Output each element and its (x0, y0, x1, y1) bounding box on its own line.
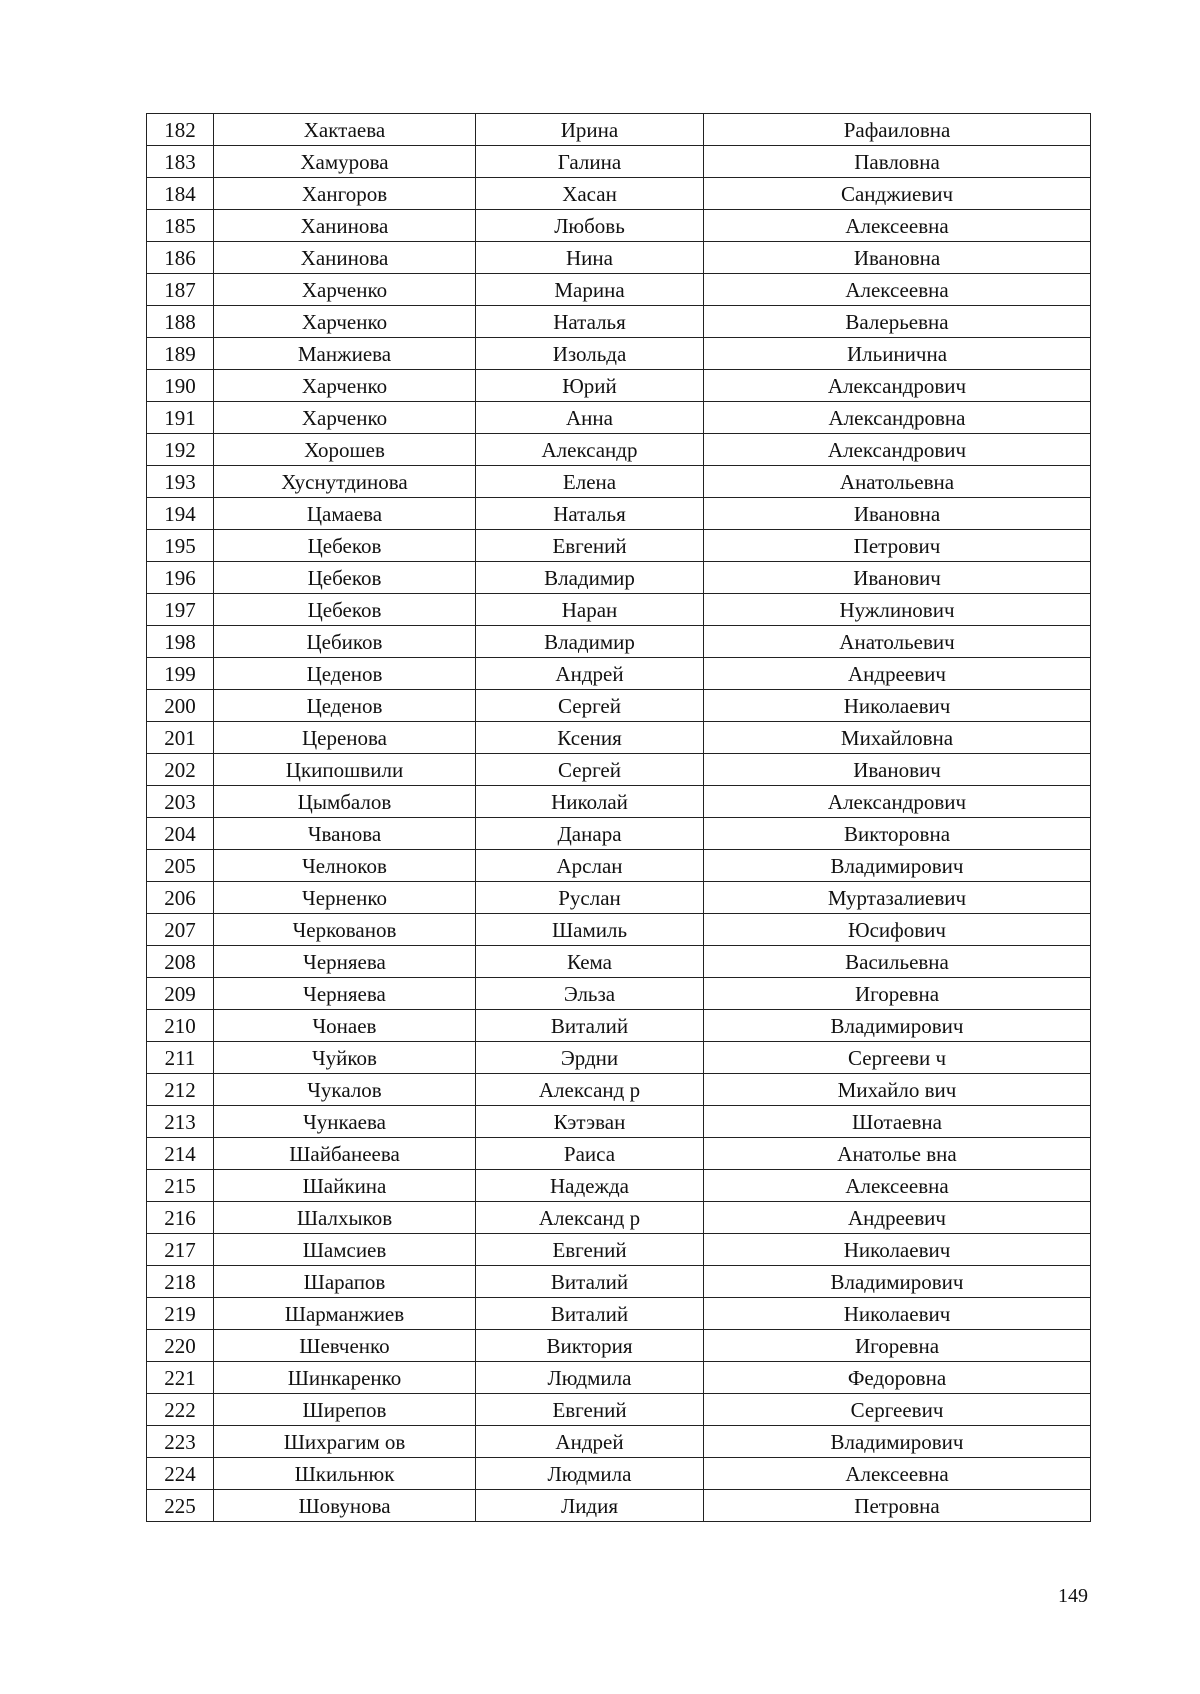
row-number-cell: 216 (147, 1202, 214, 1234)
row-number-cell: 183 (147, 146, 214, 178)
surname-cell: Шинкаренко (214, 1362, 476, 1394)
table-row (147, 1138, 1091, 1170)
first-name-cell: Ксения (476, 722, 704, 754)
table-row (147, 530, 1091, 562)
row-number-cell: 223 (147, 1426, 214, 1458)
patronymic-cell: Ивановна (704, 242, 1091, 274)
table-row (147, 1106, 1091, 1138)
first-name-cell: Наталья (476, 306, 704, 338)
row-number-cell: 193 (147, 466, 214, 498)
patronymic-cell: Владимирович (704, 1266, 1091, 1298)
first-name-cell: Надежда (476, 1170, 704, 1202)
table-row (147, 1362, 1091, 1394)
patronymic-cell: Юсифович (704, 914, 1091, 946)
surname-cell: Харченко (214, 306, 476, 338)
first-name-cell: Александ р (476, 1074, 704, 1106)
row-number-cell: 222 (147, 1394, 214, 1426)
surname-cell: Цеденов (214, 690, 476, 722)
first-name-cell: Елена (476, 466, 704, 498)
first-name-cell: Данара (476, 818, 704, 850)
row-number-cell: 182 (147, 114, 214, 146)
patronymic-cell: Николаевич (704, 1298, 1091, 1330)
first-name-cell: Шамиль (476, 914, 704, 946)
patronymic-cell: Николаевич (704, 690, 1091, 722)
first-name-cell: Андрей (476, 1426, 704, 1458)
patronymic-cell: Алексеевна (704, 1170, 1091, 1202)
table-row (147, 338, 1091, 370)
row-number-cell: 184 (147, 178, 214, 210)
patronymic-cell: Иванович (704, 562, 1091, 594)
row-number-cell: 218 (147, 1266, 214, 1298)
surname-cell: Шевченко (214, 1330, 476, 1362)
first-name-cell: Владимир (476, 626, 704, 658)
surname-cell: Чонаев (214, 1010, 476, 1042)
row-number-cell: 221 (147, 1362, 214, 1394)
table-row (147, 1426, 1091, 1458)
first-name-cell: Наран (476, 594, 704, 626)
surname-cell: Ханинова (214, 242, 476, 274)
table-row (147, 1042, 1091, 1074)
row-number-cell: 201 (147, 722, 214, 754)
row-number-cell: 210 (147, 1010, 214, 1042)
patronymic-cell: Михайловна (704, 722, 1091, 754)
first-name-cell: Изольда (476, 338, 704, 370)
surname-cell: Цеденов (214, 658, 476, 690)
patronymic-cell: Петровна (704, 1490, 1091, 1522)
first-name-cell: Руслан (476, 882, 704, 914)
first-name-cell: Ирина (476, 114, 704, 146)
row-number-cell: 189 (147, 338, 214, 370)
patronymic-cell: Анатолье вна (704, 1138, 1091, 1170)
table-row (147, 562, 1091, 594)
row-number-cell: 187 (147, 274, 214, 306)
table-row (147, 658, 1091, 690)
first-name-cell: Людмила (476, 1362, 704, 1394)
first-name-cell: Кэтэван (476, 1106, 704, 1138)
first-name-cell: Владимир (476, 562, 704, 594)
table-row (147, 1394, 1091, 1426)
table-row (147, 1010, 1091, 1042)
table-row (147, 754, 1091, 786)
row-number-cell: 206 (147, 882, 214, 914)
table-row (147, 690, 1091, 722)
surname-cell: Чуйков (214, 1042, 476, 1074)
patronymic-cell: Андреевич (704, 1202, 1091, 1234)
row-number-cell: 214 (147, 1138, 214, 1170)
row-number-cell: 192 (147, 434, 214, 466)
patronymic-cell: Петрович (704, 530, 1091, 562)
patronymic-cell: Александрович (704, 786, 1091, 818)
table-row (147, 850, 1091, 882)
first-name-cell: Александр (476, 434, 704, 466)
row-number-cell: 220 (147, 1330, 214, 1362)
patronymic-cell: Владимирович (704, 1426, 1091, 1458)
surname-cell: Хамурова (214, 146, 476, 178)
first-name-cell: Юрий (476, 370, 704, 402)
patronymic-cell: Анатольевич (704, 626, 1091, 658)
patronymic-cell: Павловна (704, 146, 1091, 178)
surname-cell: Церенова (214, 722, 476, 754)
first-name-cell: Людмила (476, 1458, 704, 1490)
surname-cell: Цамаева (214, 498, 476, 530)
patronymic-cell: Александровна (704, 402, 1091, 434)
surname-cell: Хактаева (214, 114, 476, 146)
first-name-cell: Николай (476, 786, 704, 818)
first-name-cell: Лидия (476, 1490, 704, 1522)
table-row (147, 498, 1091, 530)
surname-cell: Шовунова (214, 1490, 476, 1522)
row-number-cell: 219 (147, 1298, 214, 1330)
surname-cell: Черкованов (214, 914, 476, 946)
first-name-cell: Евгений (476, 1234, 704, 1266)
row-number-cell: 224 (147, 1458, 214, 1490)
surname-cell: Цкипошвили (214, 754, 476, 786)
first-name-cell: Анна (476, 402, 704, 434)
surname-cell: Манжиева (214, 338, 476, 370)
patronymic-cell: Алексеевна (704, 1458, 1091, 1490)
first-name-cell: Виктория (476, 1330, 704, 1362)
patronymic-cell: Васильевна (704, 946, 1091, 978)
first-name-cell: Кема (476, 946, 704, 978)
table-row (147, 722, 1091, 754)
table-row (147, 114, 1091, 146)
surname-cell: Шихрагим ов (214, 1426, 476, 1458)
first-name-cell: Арслан (476, 850, 704, 882)
patronymic-cell: Николаевич (704, 1234, 1091, 1266)
first-name-cell: Сергей (476, 754, 704, 786)
first-name-cell: Виталий (476, 1010, 704, 1042)
table-row (147, 914, 1091, 946)
first-name-cell: Евгений (476, 1394, 704, 1426)
row-number-cell: 207 (147, 914, 214, 946)
patronymic-cell: Санджиевич (704, 178, 1091, 210)
table-row (147, 146, 1091, 178)
first-name-cell: Нина (476, 242, 704, 274)
row-number-cell: 211 (147, 1042, 214, 1074)
surname-cell: Цебиков (214, 626, 476, 658)
row-number-cell: 199 (147, 658, 214, 690)
patronymic-cell: Александрович (704, 434, 1091, 466)
table-row (147, 882, 1091, 914)
row-number-cell: 185 (147, 210, 214, 242)
patronymic-cell: Игоревна (704, 978, 1091, 1010)
patronymic-cell: Муртазалиевич (704, 882, 1091, 914)
patronymic-cell: Алексеевна (704, 210, 1091, 242)
first-name-cell: Хасан (476, 178, 704, 210)
row-number-cell: 215 (147, 1170, 214, 1202)
table-row (147, 626, 1091, 658)
first-name-cell: Андрей (476, 658, 704, 690)
first-name-cell: Раиса (476, 1138, 704, 1170)
first-name-cell: Виталий (476, 1266, 704, 1298)
patronymic-cell: Сергееви ч (704, 1042, 1091, 1074)
surname-cell: Цымбалов (214, 786, 476, 818)
patronymic-cell: Сергеевич (704, 1394, 1091, 1426)
first-name-cell: Эрдни (476, 1042, 704, 1074)
surname-cell: Шкильнюк (214, 1458, 476, 1490)
first-name-cell: Марина (476, 274, 704, 306)
first-name-cell: Галина (476, 146, 704, 178)
table-row (147, 786, 1091, 818)
table-row (147, 1074, 1091, 1106)
surname-cell: Шалхыков (214, 1202, 476, 1234)
table-row (147, 402, 1091, 434)
patronymic-cell: Шотаевна (704, 1106, 1091, 1138)
patronymic-cell: Владимирович (704, 850, 1091, 882)
surname-cell: Черняева (214, 946, 476, 978)
patronymic-cell: Михайло вич (704, 1074, 1091, 1106)
row-number-cell: 203 (147, 786, 214, 818)
surname-cell: Цебеков (214, 530, 476, 562)
table-row (147, 978, 1091, 1010)
first-name-cell: Евгений (476, 530, 704, 562)
names-table-body (147, 114, 1091, 1522)
row-number-cell: 212 (147, 1074, 214, 1106)
first-name-cell: Виталий (476, 1298, 704, 1330)
table-row (147, 1170, 1091, 1202)
table-row (147, 594, 1091, 626)
page-number: 149 (1058, 1585, 1088, 1607)
row-number-cell: 217 (147, 1234, 214, 1266)
patronymic-cell: Анатольевна (704, 466, 1091, 498)
row-number-cell: 205 (147, 850, 214, 882)
surname-cell: Хангоров (214, 178, 476, 210)
row-number-cell: 195 (147, 530, 214, 562)
surname-cell: Шамсиев (214, 1234, 476, 1266)
surname-cell: Шайбанеева (214, 1138, 476, 1170)
patronymic-cell: Викторовна (704, 818, 1091, 850)
table-row (147, 1298, 1091, 1330)
patronymic-cell: Игоревна (704, 1330, 1091, 1362)
patronymic-cell: Александрович (704, 370, 1091, 402)
patronymic-cell: Алексеевна (704, 274, 1091, 306)
table-row (147, 210, 1091, 242)
table-row (147, 1266, 1091, 1298)
row-number-cell: 202 (147, 754, 214, 786)
table-row (147, 818, 1091, 850)
row-number-cell: 197 (147, 594, 214, 626)
patronymic-cell: Иванович (704, 754, 1091, 786)
surname-cell: Харченко (214, 274, 476, 306)
table-row (147, 466, 1091, 498)
table-row (147, 1234, 1091, 1266)
row-number-cell: 196 (147, 562, 214, 594)
table-row (147, 1202, 1091, 1234)
surname-cell: Чванова (214, 818, 476, 850)
first-name-cell: Эльза (476, 978, 704, 1010)
table-row (147, 370, 1091, 402)
patronymic-cell: Нужлинович (704, 594, 1091, 626)
surname-cell: Челноков (214, 850, 476, 882)
row-number-cell: 191 (147, 402, 214, 434)
row-number-cell: 190 (147, 370, 214, 402)
first-name-cell: Александ р (476, 1202, 704, 1234)
surname-cell: Чукалов (214, 1074, 476, 1106)
patronymic-cell: Ильинична (704, 338, 1091, 370)
row-number-cell: 186 (147, 242, 214, 274)
surname-cell: Шайкина (214, 1170, 476, 1202)
patronymic-cell: Рафаиловна (704, 114, 1091, 146)
table-row (147, 306, 1091, 338)
table-row (147, 242, 1091, 274)
surname-cell: Шарманжиев (214, 1298, 476, 1330)
patronymic-cell: Валерьевна (704, 306, 1091, 338)
first-name-cell: Любовь (476, 210, 704, 242)
table-row (147, 434, 1091, 466)
row-number-cell: 213 (147, 1106, 214, 1138)
surname-cell: Хуснутдинова (214, 466, 476, 498)
patronymic-cell: Владимирович (704, 1010, 1091, 1042)
surname-cell: Харченко (214, 402, 476, 434)
table-row (147, 1458, 1091, 1490)
table-row (147, 274, 1091, 306)
surname-cell: Харченко (214, 370, 476, 402)
table-row (147, 1330, 1091, 1362)
row-number-cell: 209 (147, 978, 214, 1010)
row-number-cell: 194 (147, 498, 214, 530)
surname-cell: Черняева (214, 978, 476, 1010)
row-number-cell: 208 (147, 946, 214, 978)
table-row (147, 178, 1091, 210)
surname-cell: Чункаева (214, 1106, 476, 1138)
row-number-cell: 188 (147, 306, 214, 338)
surname-cell: Хорошев (214, 434, 476, 466)
surname-cell: Цебеков (214, 594, 476, 626)
patronymic-cell: Ивановна (704, 498, 1091, 530)
table-row (147, 1490, 1091, 1522)
row-number-cell: 200 (147, 690, 214, 722)
patronymic-cell: Федоровна (704, 1362, 1091, 1394)
first-name-cell: Наталья (476, 498, 704, 530)
first-name-cell: Сергей (476, 690, 704, 722)
row-number-cell: 204 (147, 818, 214, 850)
surname-cell: Ханинова (214, 210, 476, 242)
names-table (146, 113, 1091, 1522)
surname-cell: Шарапов (214, 1266, 476, 1298)
surname-cell: Цебеков (214, 562, 476, 594)
row-number-cell: 198 (147, 626, 214, 658)
surname-cell: Ширепов (214, 1394, 476, 1426)
patronymic-cell: Андреевич (704, 658, 1091, 690)
surname-cell: Черненко (214, 882, 476, 914)
table-row (147, 946, 1091, 978)
row-number-cell: 225 (147, 1490, 214, 1522)
